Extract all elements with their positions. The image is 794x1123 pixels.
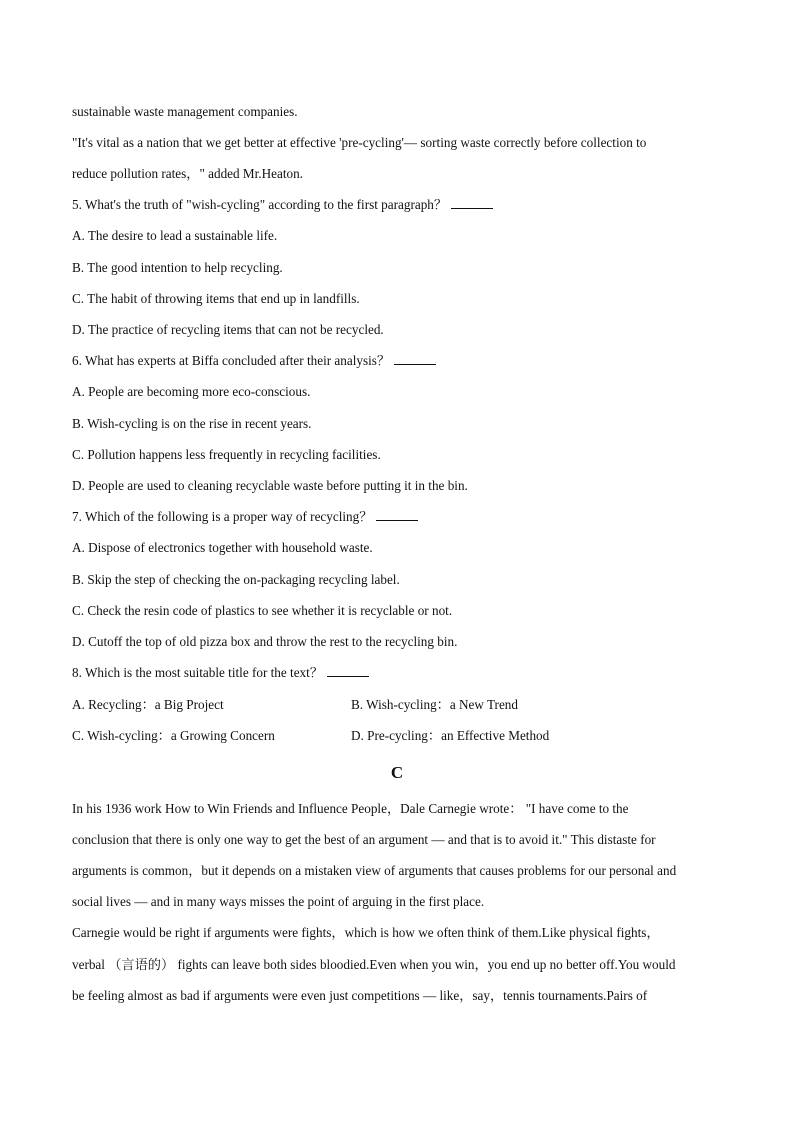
question-8-option-a: A. Recycling：a Big Project <box>72 697 224 712</box>
section-c-line-7: be feeling almost as bad if arguments were even just competitions — like，say，tennis tournaments.Pairs of <box>72 988 648 1003</box>
answer-blank[interactable] <box>451 197 493 209</box>
question-5-option-b: B. The good intention to help recycling. <box>72 260 283 275</box>
question-8-option-d: D. Pre-cycling：an Effective Method <box>351 728 550 743</box>
question-7-row <box>72 509 418 525</box>
question-6-stem: 6. What has experts at Biffa concluded after their analysis？ <box>72 353 391 368</box>
passage-b-line-3: reduce pollution rates，" added Mr.Heaton. <box>72 166 303 181</box>
question-6-option-c: C. Pollution happens less frequently in recycling facilities. <box>72 447 381 462</box>
answer-blank[interactable] <box>394 353 436 365</box>
section-c-line-1: In his 1936 work How to Win Friends and Influence People，Dale Carnegie wrote： "I have come to the <box>72 801 629 816</box>
question-7-option-c: C. Check the resin code of plastics to see whether it is recyclable or not. <box>72 603 453 618</box>
question-8-option-c: C. Wish-cycling：a Growing Concern <box>72 728 275 743</box>
question-7-stem: 7. Which of the following is a proper way of recycling？ <box>72 509 373 524</box>
section-c-line-4: social lives — and in many ways misses the point of arguing in the first place. <box>72 894 485 909</box>
answer-blank[interactable] <box>327 665 369 677</box>
section-c-line-3: arguments is common，but it depends on a mistaken view of arguments that causes problems for our personal and <box>72 863 677 878</box>
section-c-line-6: verbal （言语的） fights can leave both sides bloodied.Even when you win，you end up no better off.You would <box>72 957 676 972</box>
question-8-option-b: B. Wish-cycling：a New Trend <box>351 697 518 712</box>
question-5-option-a: A. The desire to lead a sustainable life. <box>72 228 278 243</box>
passage-b-line-2: "It's vital as a nation that we get better at effective 'pre-cycling'— sorting waste correctly before collection to <box>72 135 647 150</box>
question-8-stem: 8. Which is the most suitable title for the text？ <box>72 665 324 680</box>
question-7-option-b: B. Skip the step of checking the on-packaging recycling label. <box>72 572 400 587</box>
question-7-option-d: D. Cutoff the top of old pizza box and throw the rest to the recycling bin. <box>72 634 458 649</box>
question-7-option-a: A. Dispose of electronics together with household waste. <box>72 540 373 555</box>
question-6-option-b: B. Wish-cycling is on the rise in recent years. <box>72 416 312 431</box>
passage-b-line-1: sustainable waste management companies. <box>72 104 298 119</box>
question-8-row <box>72 665 369 681</box>
question-5-option-c: C. The habit of throwing items that end up in landfills. <box>72 291 360 306</box>
answer-blank[interactable] <box>376 509 418 521</box>
question-6-row <box>72 353 436 369</box>
question-6-option-a: A. People are becoming more eco-conscious. <box>72 384 311 399</box>
question-5-stem: 5. What's the truth of "wish-cycling" according to the first paragraph？ <box>72 197 448 212</box>
section-c-line-2: conclusion that there is only one way to get the best of an argument — and that is to avoid it." This distaste for <box>72 832 656 847</box>
section-c-line-5: Carnegie would be right if arguments were fights，which is how we often think of them.Like physical fights， <box>72 925 660 940</box>
question-6-option-d: D. People are used to cleaning recyclable waste before putting it in the bin. <box>72 478 468 493</box>
question-5-row <box>72 197 493 213</box>
question-5-option-d: D. The practice of recycling items that can not be recycled. <box>72 322 384 337</box>
section-c-heading: C <box>390 763 404 782</box>
